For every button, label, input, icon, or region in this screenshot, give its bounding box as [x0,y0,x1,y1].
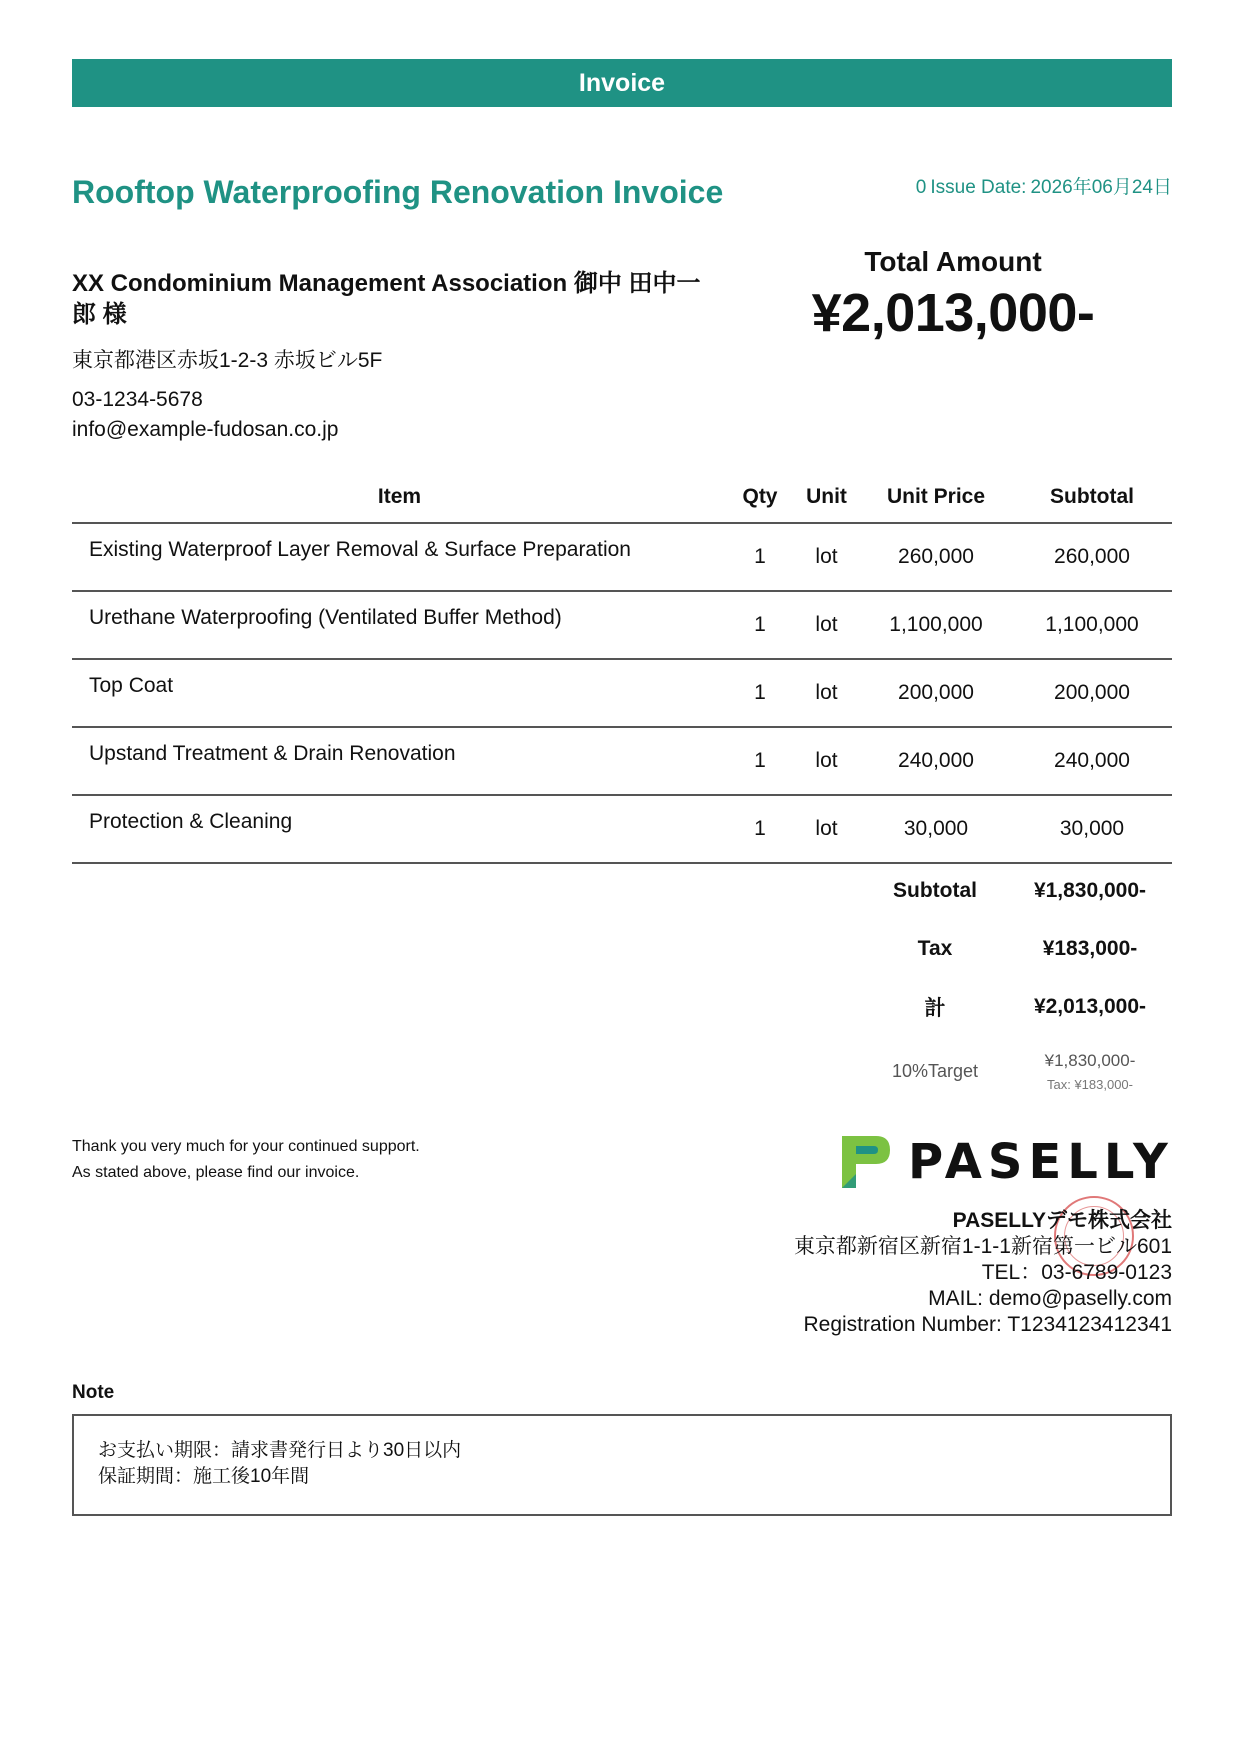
company-registration: Registration Number: T1234123412341 [803,1313,1172,1336]
row-subtotal: 200,000 [1012,659,1172,727]
row-qty: 1 [727,523,793,591]
row-qty: 1 [727,659,793,727]
issue-date: 2026年06月24日 [1030,177,1172,198]
issue-line [912,172,1172,199]
thank-you-line-1: Thank you very much for your continued support. [72,1138,420,1155]
row-qty: 1 [727,727,793,795]
summary-tax-label: Tax [917,937,953,960]
row-item: Upstand Treatment & Drain Renovation [72,727,727,795]
header-unit: Unit [793,472,860,523]
line-items-table [72,472,1172,864]
row-unit: lot [793,591,860,659]
total-amount-box [748,246,1158,344]
logo-wordmark: PASELLY [908,1134,1174,1190]
company-info [794,1208,1172,1338]
thank-you-message [72,1134,420,1186]
row-unit: lot [793,795,860,863]
total-amount-label: Total Amount [864,246,1042,277]
row-unit: lot [793,523,860,591]
table-row [72,727,1172,795]
header-item: Item [72,472,727,523]
row-qty: 1 [727,591,793,659]
row-item: Protection & Cleaning [72,795,727,863]
row-unit-price: 1,100,000 [860,591,1012,659]
table-row [72,591,1172,659]
summary-tax-row [860,920,1180,978]
summary-tax-target-row [860,1036,1180,1106]
row-unit: lot [793,659,860,727]
company-tel: TEL：03-6789-0123 [981,1261,1172,1284]
recipient-address: 東京都港区赤坂1-2-3 赤坂ビル5F [72,349,383,372]
summary-tax-value: ¥183,000- [1042,937,1138,960]
row-item: Top Coat [72,659,727,727]
row-subtotal: 260,000 [1012,523,1172,591]
thank-you-line-2: As stated above, please find our invoice. [72,1164,360,1181]
paselly-logo-icon [838,1132,894,1192]
note-label: Note [72,1382,115,1403]
row-unit-price: 30,000 [860,795,1012,863]
note-box [72,1414,1172,1516]
row-unit-price: 240,000 [860,727,1012,795]
summary-subtotal-row [860,862,1180,920]
row-item: Urethane Waterproofing (Ventilated Buffer Method) [72,591,727,659]
row-unit-price: 260,000 [860,523,1012,591]
issue-date-label: Issue Date: [930,177,1027,198]
summary-total-row [860,978,1180,1036]
tax-target-tax: Tax: ¥183,000- [1046,1076,1133,1092]
row-subtotal: 240,000 [1012,727,1172,795]
table-row [72,659,1172,727]
tax-target-values [1010,1051,1170,1092]
row-subtotal: 1,100,000 [1012,591,1172,659]
recipient-block [72,268,722,442]
row-item: Existing Waterproof Layer Removal & Surface Preparation [72,523,727,591]
issue-number: 0 [915,177,927,198]
tax-target-label: 10%Target [891,1060,979,1081]
tax-target-base: ¥1,830,000- [1044,1050,1136,1070]
total-amount-value: ¥2,013,000- [811,283,1095,343]
row-unit: lot [793,727,860,795]
recipient-name: XX Condominium Management Association 御中 田中一郎 様 [72,270,701,328]
note-line-1: お支払い期限：請求書発行日より30日以内 [98,1440,462,1461]
summary-subtotal-value: ¥1,830,000- [1033,879,1147,902]
recipient-phone: 03-1234-5678 [72,388,203,411]
table-row [72,523,1172,591]
company-logo [838,1132,1174,1192]
summary-subtotal-label: Subtotal [893,879,977,902]
company-address: 東京都新宿区新宿1-1-1新宿第一ビル601 [793,1235,1172,1258]
summary-total-value: ¥2,013,000- [1033,995,1147,1018]
table-row [72,795,1172,863]
invoice-banner: Invoice [72,59,1172,107]
company-mail: MAIL: demo@paselly.com [928,1287,1172,1310]
row-subtotal: 30,000 [1012,795,1172,863]
totals-summary [860,862,1180,1106]
row-qty: 1 [727,795,793,863]
row-unit-price: 200,000 [860,659,1012,727]
table-header-row [72,472,1172,523]
company-name: PASELLYデモ株式会社 [952,1209,1172,1232]
note-line-2: 保証期間：施工後10年間 [98,1466,310,1487]
header-subtotal: Subtotal [1012,472,1172,523]
document-title: Rooftop Waterproofing Renovation Invoice [72,174,724,210]
header-qty: Qty [727,472,793,523]
summary-total-label: 計 [924,997,946,1020]
header-unit-price: Unit Price [860,472,1012,523]
recipient-email: info@example-fudosan.co.jp [72,418,339,441]
